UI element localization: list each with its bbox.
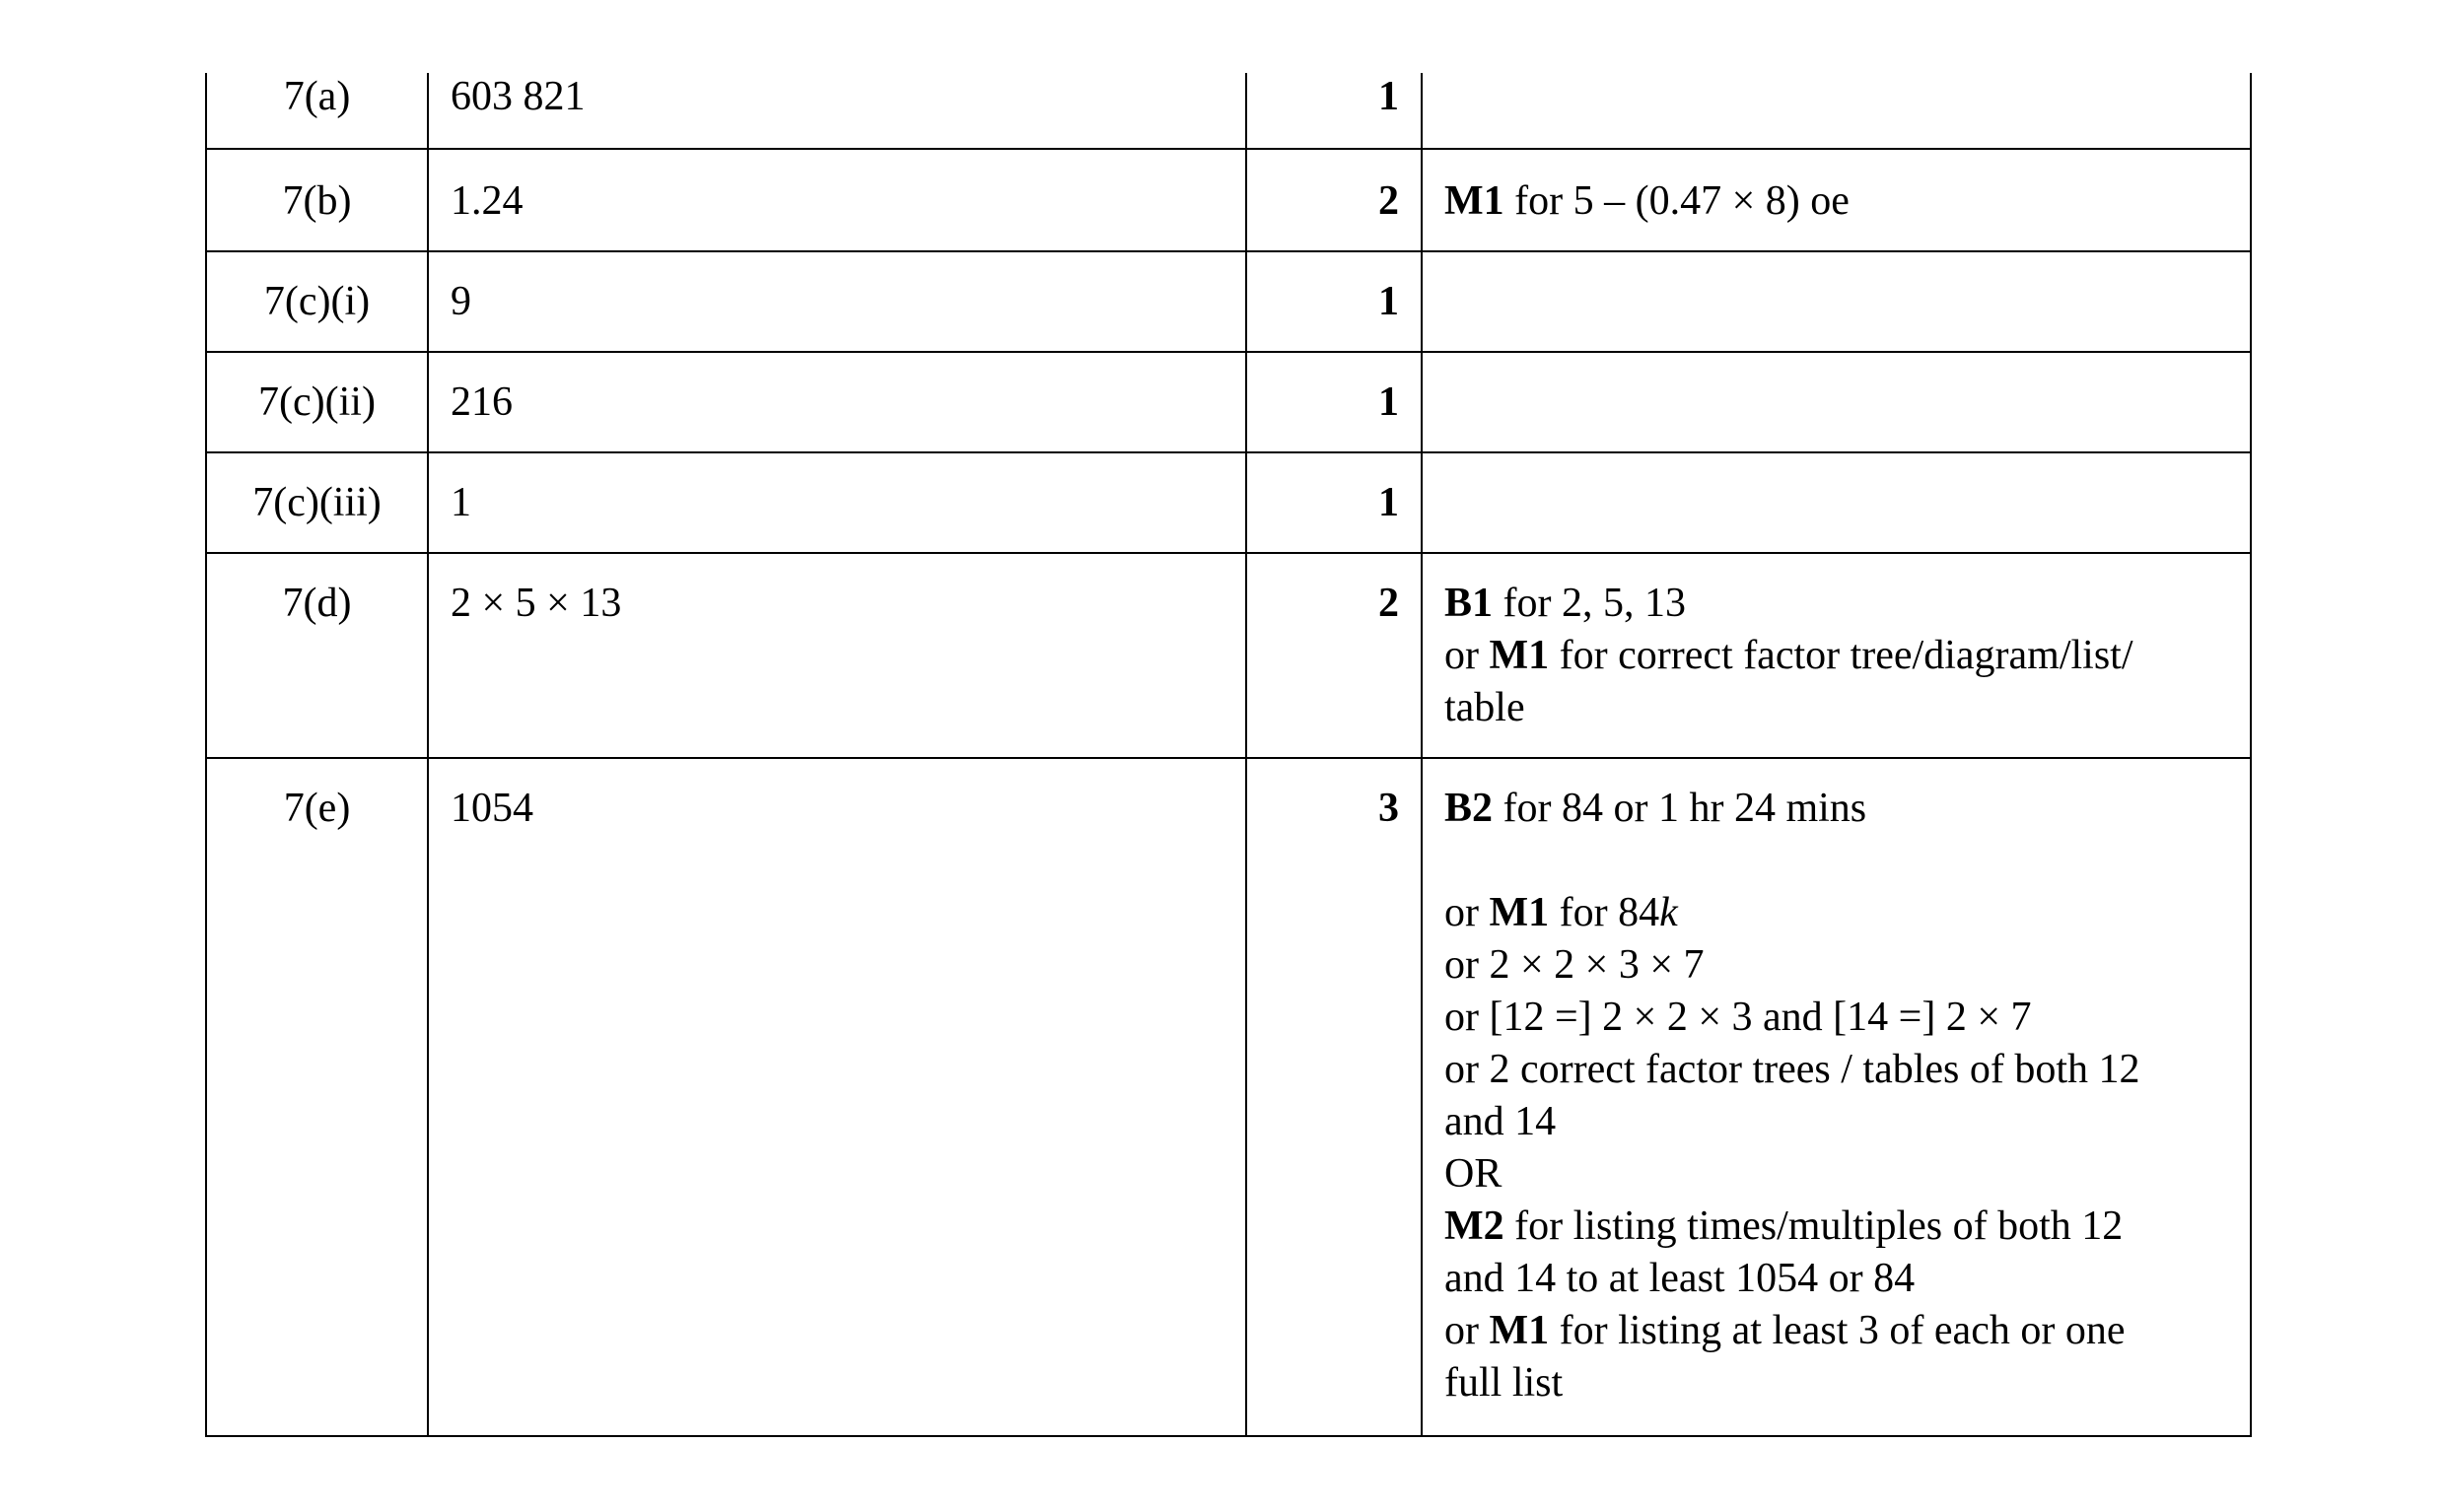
guidance-italic-run: k <box>1659 890 1678 935</box>
guidance-line <box>1444 1148 2230 1201</box>
mark-scheme-table <box>205 73 2252 1437</box>
guidance-line <box>1444 1096 2230 1148</box>
guidance-prefix: or <box>1444 1308 1490 1353</box>
guidance-line <box>1444 1357 2230 1409</box>
guidance-cell <box>1422 149 2251 251</box>
guidance-text <box>1444 453 2230 477</box>
answer-cell <box>428 149 1246 251</box>
guidance-text <box>1444 252 2230 276</box>
question-label: 7(c)(iii) <box>252 480 382 525</box>
question-cell <box>206 758 428 1436</box>
question-cell <box>206 553 428 758</box>
marks-value: 3 <box>1378 786 1399 831</box>
answer-cell <box>428 758 1246 1436</box>
answer-value: 1 <box>451 480 471 525</box>
question-label: 7(d) <box>282 581 352 626</box>
guidance-text-run: for 2, 5, 13 <box>1493 581 1686 626</box>
guidance-prefix: or <box>1444 890 1490 935</box>
guidance-line <box>1444 630 2230 682</box>
answer-value: 603 821 <box>451 74 586 119</box>
guidance-text-run: for listing times/multiples of both 12 <box>1503 1203 2124 1249</box>
marks-cell <box>1246 73 1422 149</box>
guidance-text-run: and 14 <box>1444 1099 1557 1144</box>
row-7d <box>206 553 2251 758</box>
guidance-line <box>1444 1201 2230 1253</box>
answer-value: 1.24 <box>451 178 524 224</box>
guidance-text-run: for 84 or 1 hr 24 mins <box>1493 786 1867 831</box>
guidance-text-run: or [12 =] 2 × 2 × 3 and [14 =] 2 × 7 <box>1444 995 2032 1040</box>
marks-value: 2 <box>1378 178 1399 224</box>
guidance-prefix: or <box>1444 633 1490 678</box>
row-7ci <box>206 251 2251 352</box>
guidance-text-run: for 84 <box>1549 890 1660 935</box>
answer-cell <box>428 251 1246 352</box>
guidance-cell <box>1422 352 2251 452</box>
question-cell <box>206 251 428 352</box>
mark-code: M1 <box>1489 1308 1550 1353</box>
guidance-text-run: full list <box>1444 1360 1564 1406</box>
question-cell <box>206 73 428 149</box>
guidance-text <box>1444 353 2230 377</box>
mark-code: M1 <box>1444 178 1504 224</box>
answer-value: 1054 <box>451 786 533 831</box>
marks-value: 2 <box>1378 581 1399 626</box>
guidance-cell <box>1422 73 2251 149</box>
row-7b <box>206 149 2251 251</box>
guidance-cell <box>1422 452 2251 553</box>
marks-cell <box>1246 758 1422 1436</box>
marks-value: 1 <box>1378 379 1399 425</box>
question-cell <box>206 352 428 452</box>
guidance-line <box>1444 939 2230 992</box>
mark-code: M1 <box>1489 890 1550 935</box>
guidance-line <box>1444 578 2230 630</box>
question-cell <box>206 452 428 553</box>
question-label: 7(e) <box>283 786 351 831</box>
marks-value: 1 <box>1378 74 1399 119</box>
row-7cii <box>206 352 2251 452</box>
guidance-cell <box>1422 251 2251 352</box>
answer-cell <box>428 553 1246 758</box>
guidance-line <box>1444 1305 2230 1357</box>
row-7a <box>206 73 2251 149</box>
answer-cell <box>428 352 1246 452</box>
guidance-text-run: table <box>1444 685 1525 730</box>
guidance-gap <box>1444 835 2230 887</box>
question-label: 7(c)(ii) <box>258 379 376 425</box>
marks-value: 1 <box>1378 279 1399 324</box>
guidance-line <box>1444 682 2230 734</box>
guidance-text <box>1444 150 2230 228</box>
row-7ciii <box>206 452 2251 553</box>
mark-code: M1 <box>1489 633 1550 678</box>
guidance-text-run: or 2 × 2 × 3 × 7 <box>1444 942 1705 988</box>
question-label: 7(a) <box>283 74 351 119</box>
mark-code: B1 <box>1444 581 1494 626</box>
marks-cell <box>1246 452 1422 553</box>
guidance-text <box>1444 759 2230 1409</box>
guidance-text-run: for 5 – (0.47 × 8) oe <box>1503 178 1850 224</box>
guidance-cell <box>1422 553 2251 758</box>
answer-cell <box>428 452 1246 553</box>
guidance-text-run: or 2 correct factor trees / tables of both 12 <box>1444 1047 2140 1092</box>
guidance-line <box>1444 783 2230 835</box>
mark-code: M2 <box>1444 1203 1504 1249</box>
marks-cell <box>1246 352 1422 452</box>
answer-value: 9 <box>451 279 471 324</box>
question-label: 7(b) <box>282 178 352 224</box>
guidance-text-run: for listing at least 3 of each or one <box>1549 1308 2126 1353</box>
marks-cell <box>1246 149 1422 251</box>
guidance-line <box>1444 992 2230 1044</box>
question-label: 7(c)(i) <box>263 279 371 324</box>
guidance-cell <box>1422 758 2251 1436</box>
marks-cell <box>1246 553 1422 758</box>
guidance-line <box>1444 175 2230 228</box>
guidance-text-run: OR <box>1444 1151 1503 1197</box>
row-7e <box>206 758 2251 1436</box>
guidance-text <box>1444 554 2230 734</box>
guidance-text-run: and 14 to at least 1054 or 84 <box>1444 1256 1916 1301</box>
answer-value: 216 <box>451 379 513 425</box>
guidance-line <box>1444 1044 2230 1096</box>
mark-code: B2 <box>1444 786 1494 831</box>
guidance-line <box>1444 1253 2230 1305</box>
answer-value: 2 × 5 × 13 <box>451 581 622 626</box>
answer-cell <box>428 73 1246 149</box>
marks-cell <box>1246 251 1422 352</box>
marks-value: 1 <box>1378 480 1399 525</box>
question-cell <box>206 149 428 251</box>
guidance-text-run: for correct factor tree/diagram/list/ <box>1549 633 2133 678</box>
guidance-line <box>1444 887 2230 939</box>
